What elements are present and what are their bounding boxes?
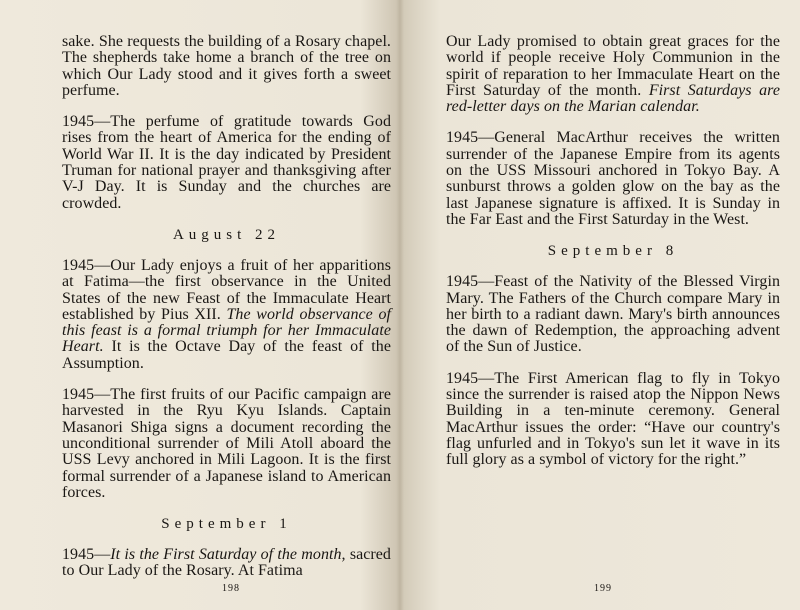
paragraph [62, 547, 391, 580]
italic-text: It is the First Saturday of the month, [110, 546, 346, 564]
paragraph: 1945—Feast of the Nativity of the Blessed Virgin Mary. The Fathers of the Church compare Mary in her birth to a radiant dawn. Mary's birth announces the dawn of Redemption, the approaching advent of the Sun of Justice. [446, 273, 780, 356]
paragraph-text: sacred to Our Lady of the Rosary. At Fatima [62, 546, 391, 580]
paragraph [446, 34, 780, 115]
italic-text: First Saturdays are red-letter days on the Marian calendar. [446, 81, 780, 116]
page-number: 199 [594, 583, 612, 594]
italic-text: The world observance of this feast is a formal triumph for her Immaculate Heart. [62, 305, 391, 356]
paragraph-text: 1945—Our Lady enjoys a fruit of her apparitions at Fatima—the first observance in the United States of the new Feast of the Immaculate Heart established by Pius XII. [62, 256, 391, 323]
right-page [408, 0, 800, 610]
date-heading: September 8 [547, 243, 679, 260]
paragraph [62, 258, 391, 372]
paragraph-text: 1945— [62, 546, 111, 564]
paragraph: 1945—The First American flag to fly in Tokyo since the surrender is raised atop the Nippon News Building in a ten-minute ceremony. General MacArthur issues the order: “Have our country's flag unfurled and in Tokyo's sun let it wave in its full glory as a symbol of victory for the right.” [446, 369, 780, 469]
paragraph: 1945—The first fruits of our Pacific campaign are harvested in the Ryu Kyu Islands. Captain Masanori Shiga signs a document recording the unconditional surrender of Mili Atoll aboard the USS Levy anchored in Mili Lagoon. It is the first formal surrender of a Japanese island to American forces. [62, 386, 391, 501]
date-heading: September 1 [161, 516, 292, 533]
date-heading: August 22 [172, 226, 281, 243]
page-number: 198 [222, 583, 240, 594]
paragraph: sake. She requests the building of a Rosary chapel. The shepherds take home a branch of the tree on which Our Lady stood and it gives forth a sweet perfume. [62, 33, 391, 99]
paragraph: 1945—The perfume of gratitude towards God rises from the heart of America for the ending of World War II. It is the day indicated by President Truman for national prayer and thanksgiving after V-J Day. It is Sunday and the churches are crowded. [62, 113, 391, 212]
paragraph-text: It is the Octave Day of the feast of the Assumption. [62, 338, 391, 372]
paragraph: 1945—General MacArthur receives the written surrender of the Japanese Empire from its agents on the USS Missouri anchored in Tokyo Bay. A sunburst throws a golden glow on the bay as the last Japanese signature is affixed. It is Sunday in the Far East and the First Saturday in the West. [446, 129, 780, 228]
paragraph-text: Our Lady promised to obtain great graces for the world if people receive Holy Communion in the spirit of reparation to her Immaculate Heart on the First Saturday of the month. [446, 33, 780, 99]
